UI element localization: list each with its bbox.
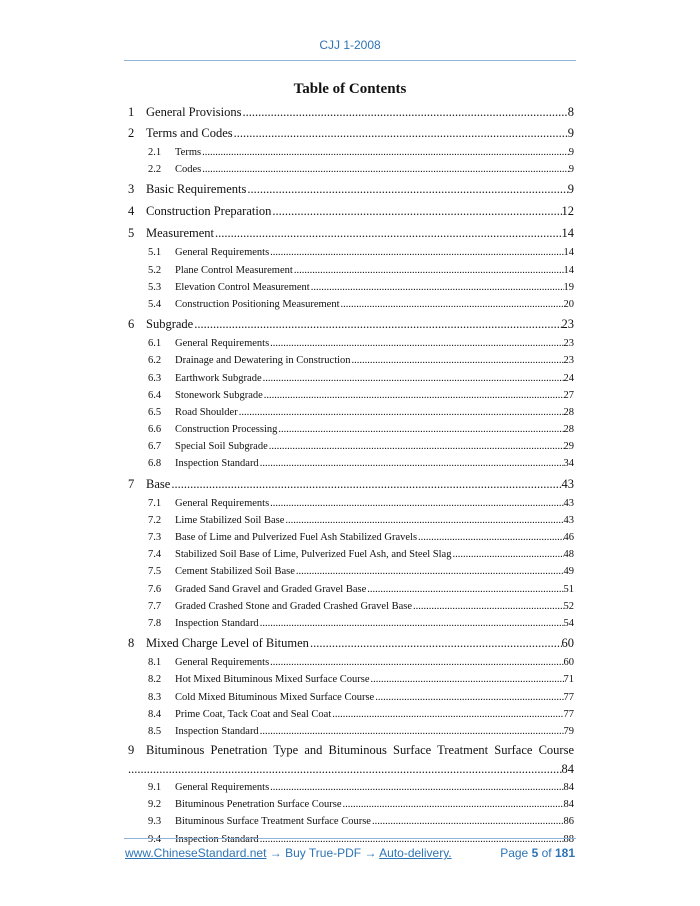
toc-entry-title: Drainage and Dewatering in Construction	[175, 355, 351, 367]
table-of-contents	[128, 102, 574, 848]
toc-entry-section[interactable]	[128, 438, 574, 455]
toc-entry-number: 9.3	[148, 816, 162, 828]
toc-entry-page: 23	[561, 317, 574, 332]
toc-entry-page: 9	[568, 147, 574, 158]
toc-entry-title: Construction Positioning Measurement	[175, 298, 340, 310]
toc-entry-chapter[interactable]	[128, 122, 574, 144]
toc-entry-chapter[interactable]	[128, 102, 574, 122]
dot-leader	[246, 178, 567, 200]
toc-entry-section[interactable]	[128, 296, 574, 313]
toc-entry-number: 6.4	[148, 389, 162, 401]
dot-leader	[417, 529, 563, 546]
toc-entry-section[interactable]	[128, 813, 574, 830]
toc-entry-page: 9	[567, 126, 574, 140]
toc-entry-section[interactable]	[128, 723, 574, 740]
toc-entry-title: Inspection Standard	[175, 725, 259, 737]
toc-entry-section[interactable]	[128, 512, 574, 529]
dot-leader	[269, 335, 563, 352]
toc-entry-title: Inspection Standard	[175, 617, 259, 629]
toc-entry-page: 84	[563, 782, 574, 794]
dot-leader	[269, 244, 563, 261]
dot-leader	[233, 122, 568, 144]
toc-entry-section[interactable]	[128, 161, 574, 178]
toc-entry-page: 8	[567, 105, 574, 119]
toc-entry-page: 48	[563, 549, 574, 561]
toc-entry-title: Subgrade	[146, 317, 194, 332]
toc-entry-number: 5.4	[148, 298, 162, 310]
toc-entry-number: 6.5	[148, 406, 162, 418]
toc-entry-page: 23	[563, 338, 574, 350]
toc-entry-page: 84	[563, 799, 574, 811]
dot-leader	[351, 352, 564, 369]
toc-entry-page: 86	[563, 816, 574, 828]
toc-entry-title: Earthwork Subgrade	[175, 372, 262, 384]
toc-entry-page: 12	[561, 204, 574, 219]
toc-entry-title: Measurement	[146, 226, 215, 241]
toc-entry-section[interactable]	[128, 421, 574, 438]
toc-entry-number: 5.2	[148, 264, 162, 276]
toc-entry-number: 6.3	[148, 372, 162, 384]
toc-entry-number: 7.6	[148, 583, 162, 595]
toc-entry-number: 7.4	[148, 549, 162, 561]
toc-entry-page: 9	[567, 182, 574, 197]
toc-entry-title: Terms	[175, 147, 202, 158]
toc-entry-number: 6.6	[148, 424, 162, 436]
toc-entry-title: General Requirements	[175, 247, 270, 259]
toc-entry-number: 1	[128, 105, 135, 119]
toc-entry-number: 8.3	[148, 691, 162, 703]
toc-entry-section[interactable]	[128, 598, 574, 615]
toc-entry-title: Inspection Standard	[175, 833, 259, 845]
toc-entry-number: 7.2	[148, 514, 162, 526]
toc-entry-title: Base of Lime and Pulverized Fuel Ash Stabilized Gravels	[175, 532, 418, 543]
toc-entry-section[interactable]	[128, 706, 574, 723]
toc-entry-number: 9.4	[148, 833, 162, 845]
dot-leader	[241, 102, 567, 122]
toc-entry-page: 29	[563, 441, 574, 453]
toc-entry-section[interactable]	[128, 335, 574, 352]
toc-entry-page: 14	[563, 264, 574, 276]
toc-entry-section[interactable]	[128, 546, 574, 563]
toc-entry-title: General Requirements	[175, 657, 270, 669]
dot-leader	[412, 598, 563, 615]
toc-entry-title: Construction Preparation	[146, 204, 272, 219]
toc-entry-chapter[interactable]	[128, 178, 574, 200]
toc-entry-continuation[interactable]	[128, 760, 574, 779]
toc-entry-title: Construction Processing	[175, 424, 278, 436]
toc-entry-title: Base	[146, 476, 171, 491]
toc-entry-page: 49	[563, 566, 574, 578]
toc-entry-page: 14	[561, 226, 574, 241]
toc-entry-section[interactable]	[128, 352, 574, 369]
toc-entry-number: 4	[128, 204, 135, 219]
toc-entry-page: 34	[563, 458, 574, 470]
toc-entry-number: 6.8	[148, 458, 162, 470]
toc-entry-page: 51	[563, 583, 574, 595]
toc-entry-page: 9	[568, 164, 574, 176]
toc-entry-title: Cement Stabilized Soil Base	[175, 566, 295, 578]
toc-entry-page: 79	[563, 725, 574, 737]
toc-entry-number: 8.5	[148, 725, 162, 737]
toc-entry-page: 28	[563, 424, 574, 436]
toc-entry-page: 24	[563, 372, 574, 384]
toc-entry-title: Inspection Standard	[175, 458, 259, 470]
toc-entry-number: 7.8	[148, 617, 162, 629]
toc-entry-number: 5.3	[148, 281, 162, 293]
dot-leader	[277, 421, 563, 438]
toc-entry-page: 54	[563, 617, 574, 629]
toc-entry-section[interactable]	[128, 779, 574, 796]
site-link[interactable]: www.ChineseStandard.net	[125, 846, 267, 860]
toc-entry-section[interactable]	[128, 529, 574, 546]
dot-leader	[259, 455, 564, 472]
toc-entry-page: 43	[563, 514, 574, 526]
toc-entry-page: 27	[563, 389, 574, 401]
toc-entry-number: 8.4	[148, 708, 162, 720]
dot-leader	[293, 262, 564, 279]
toc-entry-number: 8.1	[148, 657, 162, 669]
toc-entry-section[interactable]	[128, 495, 574, 512]
dot-leader	[201, 144, 569, 161]
toc-entry-page: 28	[563, 406, 574, 418]
toc-entry-title: Bituminous Surface Treatment Surface Course	[175, 816, 371, 828]
toc-entry-section[interactable]	[128, 279, 574, 296]
toc-entry-page: 19	[563, 281, 574, 293]
footer	[125, 846, 575, 860]
dot-leader	[214, 222, 561, 244]
toc-entry-title: Stonework Subgrade	[175, 389, 263, 401]
toc-entry-number: 3	[128, 182, 135, 197]
buy-link[interactable]: Buy True-PDF	[285, 846, 362, 860]
toc-entry-number: 2.1	[148, 147, 162, 158]
toc-entry-number: 6	[128, 317, 135, 332]
toc-entry-page: 52	[563, 600, 574, 612]
page-header: CJJ 1-2008	[319, 38, 381, 52]
toc-entry-chapter[interactable]	[128, 200, 574, 222]
toc-entry-chapter[interactable]	[128, 740, 574, 760]
toc-entry-number: 2.2	[148, 164, 162, 176]
toc-entry-title: Prime Coat, Tack Coat and Seal Coat	[175, 708, 332, 720]
toc-entry-title: Special Soil Subgrade	[175, 441, 268, 453]
toc-entry-section[interactable]	[128, 262, 574, 279]
toc-entry-number: 5	[128, 226, 135, 241]
toc-entry-number: 2	[128, 126, 135, 140]
toc-entry-chapter[interactable]	[128, 222, 574, 244]
toc-entry-title: Cold Mixed Bituminous Mixed Surface Course	[175, 691, 375, 703]
toc-entry-page: 20	[563, 298, 574, 310]
toc-entry-title: Graded Crashed Stone and Graded Crashed Gravel Base	[175, 600, 413, 612]
toc-entry-number: 8.2	[148, 674, 162, 686]
dot-leader	[268, 438, 564, 455]
dot-leader	[342, 796, 564, 813]
toc-entry-title: Bituminous Penetration Type and Bituminous Surface Treatment Surface Course	[146, 743, 574, 758]
toc-entry-page: 88	[563, 833, 574, 845]
arrow-icon: →	[364, 846, 377, 860]
toc-entry-number: 9.2	[148, 799, 162, 811]
toc-entry-title: General Provisions	[146, 105, 242, 119]
toc-entry-number: 9	[128, 743, 135, 758]
dot-leader	[269, 779, 563, 796]
dot-leader	[259, 723, 564, 740]
toc-entry-section[interactable]	[128, 370, 574, 387]
toc-entry-number: 7.1	[148, 497, 162, 509]
dot-leader	[201, 161, 569, 178]
toc-entry-title: General Requirements	[175, 782, 270, 794]
dot-leader	[309, 632, 562, 654]
dot-leader	[310, 279, 564, 296]
header-rule	[124, 60, 576, 61]
toc-entry-page: 60	[561, 636, 574, 651]
toc-entry-section[interactable]	[128, 689, 574, 706]
page-number: 5	[531, 846, 539, 860]
toc-entry-number: 8	[128, 636, 135, 651]
toc-entry-section[interactable]	[128, 563, 574, 580]
dot-leader	[370, 671, 564, 688]
dot-leader	[193, 313, 561, 335]
delivery-link[interactable]: Auto-delivery.	[379, 846, 452, 860]
toc-entry-number: 6.7	[148, 441, 162, 453]
toc-entry-title: Elevation Control Measurement	[175, 281, 310, 293]
toc-entry-chapter[interactable]	[128, 313, 574, 335]
footer-rule	[124, 838, 576, 839]
dot-leader	[269, 495, 563, 512]
toc-entry-section[interactable]	[128, 455, 574, 472]
toc-entry-page: 60	[563, 657, 574, 669]
page-indicator: Page 5 of 181	[500, 846, 575, 860]
dot-leader	[262, 370, 564, 387]
toc-entry-title: Hot Mixed Bituminous Mixed Surface Course	[175, 674, 370, 686]
dot-leader	[340, 296, 564, 313]
toc-entry-title: Codes	[175, 164, 202, 176]
toc-entry-page: 43	[563, 497, 574, 509]
dot-leader	[269, 654, 563, 671]
dot-leader	[331, 706, 563, 723]
toc-entry-section[interactable]	[128, 654, 574, 671]
dot-leader	[284, 512, 563, 529]
dot-leader	[371, 813, 564, 830]
toc-entry-page: 46	[563, 532, 574, 543]
toc-entry-page: 84	[561, 762, 574, 777]
toc-entry-page: 77	[563, 691, 574, 703]
dot-leader	[128, 760, 562, 779]
toc-entry-title: General Requirements	[175, 497, 270, 509]
toc-entry-title: Lime Stabilized Soil Base	[175, 514, 285, 526]
toc-entry-number: 6.2	[148, 355, 162, 367]
dot-leader	[366, 581, 563, 598]
toc-entry-number: 9.1	[148, 782, 162, 794]
toc-entry-section[interactable]	[128, 671, 574, 688]
toc-entry-title: Graded Sand Gravel and Graded Gravel Base	[175, 583, 367, 595]
toc-entry-page: 14	[563, 247, 574, 259]
footer-links	[125, 846, 452, 860]
dot-leader	[451, 546, 563, 563]
toc-entry-page: 71	[563, 674, 574, 686]
toc-entry-title: Plane Control Measurement	[175, 264, 293, 276]
dot-leader	[170, 473, 561, 495]
toc-entry-title: Mixed Charge Level of Bitumen	[146, 636, 309, 651]
toc-entry-number: 7.5	[148, 566, 162, 578]
dot-leader	[238, 404, 564, 421]
dot-leader	[374, 689, 563, 706]
toc-entry-section[interactable]	[128, 404, 574, 421]
toc-entry-title: General Requirements	[175, 338, 270, 350]
toc-entry-section[interactable]	[128, 615, 574, 632]
dot-leader	[295, 563, 564, 580]
toc-entry-title: Terms and Codes	[146, 126, 233, 140]
toc-entry-chapter[interactable]	[128, 473, 574, 495]
toc-entry-title: Basic Requirements	[146, 182, 247, 197]
toc-entry-section[interactable]	[128, 144, 574, 161]
dot-leader	[263, 387, 564, 404]
toc-entry-page: 77	[563, 708, 574, 720]
arrow-icon: →	[269, 846, 282, 860]
toc-entry-page: 23	[563, 355, 574, 367]
toc-title: Table of Contents	[293, 81, 407, 97]
dot-leader	[271, 200, 561, 222]
toc-entry-title: Road Shoulder	[175, 406, 238, 418]
dot-leader	[259, 615, 564, 632]
toc-entry-section[interactable]	[128, 244, 574, 261]
toc-entry-chapter[interactable]	[128, 632, 574, 654]
toc-entry-page: 43	[561, 476, 574, 491]
toc-entry-section[interactable]	[128, 796, 574, 813]
toc-entry-number: 5.1	[148, 247, 162, 259]
toc-entry-section[interactable]	[128, 581, 574, 598]
toc-entry-number: 6.1	[148, 338, 162, 350]
page-total: 181	[554, 846, 575, 860]
toc-entry-number: 7.7	[148, 600, 162, 612]
toc-entry-title: Bituminous Penetration Surface Course	[175, 799, 342, 811]
toc-entry-number: 7	[128, 476, 135, 491]
toc-entry-section[interactable]	[128, 387, 574, 404]
toc-entry-number: 7.3	[148, 532, 162, 543]
toc-entry-title: Stabilized Soil Base of Lime, Pulverized Fuel Ash, and Steel Slag	[175, 549, 452, 561]
